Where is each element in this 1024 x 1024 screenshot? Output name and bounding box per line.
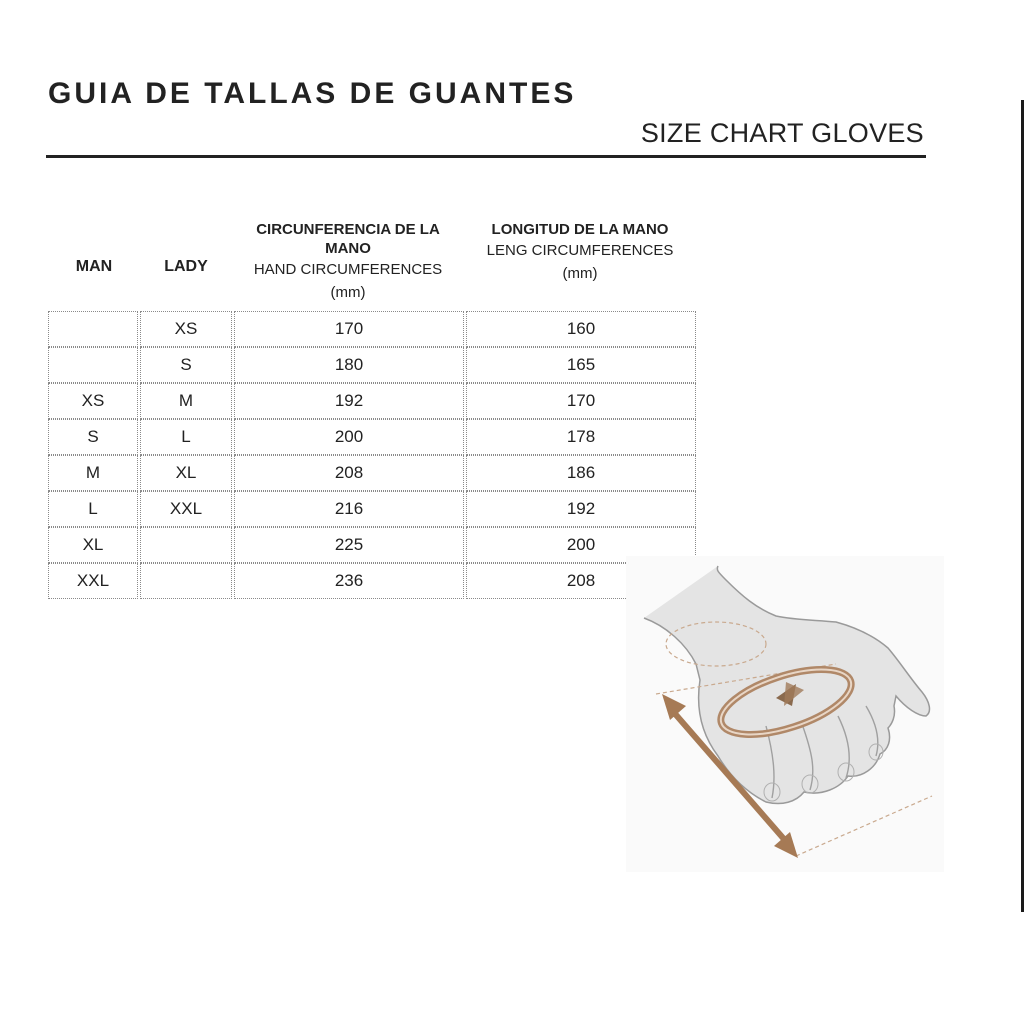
hand-measurement-illustration	[626, 556, 944, 872]
cell-man: L	[48, 491, 138, 527]
cell-circumference: 208	[234, 455, 464, 491]
cell-length: 165	[466, 347, 696, 383]
cell-length: 170	[466, 383, 696, 419]
column-header-lady: LADY	[164, 258, 208, 275]
table-row	[48, 347, 696, 383]
cell-circumference: 225	[234, 527, 464, 563]
cell-circumference: 236	[234, 563, 464, 599]
header-leng-spanish: LONGITUD DE LA MANO	[491, 221, 669, 238]
hand-measurement-icon	[626, 556, 944, 872]
cell-lady	[140, 527, 232, 563]
cell-lady: M	[140, 383, 232, 419]
size-table-body	[48, 311, 696, 599]
bottom-guide-line	[796, 796, 932, 856]
header-leng-english: LENG CIRCUMFERENCES	[486, 242, 674, 259]
table-row	[48, 455, 696, 491]
cell-circumference: 216	[234, 491, 464, 527]
header-divider	[46, 155, 926, 158]
cell-length: 208	[466, 563, 696, 599]
cell-circumference: 180	[234, 347, 464, 383]
cell-length: 160	[466, 311, 696, 347]
cell-circumference: 192	[234, 383, 464, 419]
cell-man: M	[48, 455, 138, 491]
cell-lady: XL	[140, 455, 232, 491]
size-table	[46, 311, 698, 599]
cell-lady: XS	[140, 311, 232, 347]
column-header-hand-length	[466, 220, 694, 285]
cell-lady: S	[140, 347, 232, 383]
column-header-hand-circumference	[234, 220, 462, 304]
cell-man: S	[48, 419, 138, 455]
header-circ-unit: (mm)	[330, 284, 366, 301]
header-circ-spanish: CIRCUNFERENCIA DE LA MANO	[256, 221, 440, 257]
cell-length: 186	[466, 455, 696, 491]
table-row	[48, 419, 696, 455]
cell-circumference: 200	[234, 419, 464, 455]
cell-man	[48, 311, 138, 347]
cell-length: 178	[466, 419, 696, 455]
cell-lady: XXL	[140, 491, 232, 527]
header-circ-english: HAND CIRCUMFERENCES	[253, 261, 443, 278]
table-row	[48, 491, 696, 527]
cell-length: 200	[466, 527, 696, 563]
length-arrow-head-top	[662, 694, 686, 720]
header-leng-unit: (mm)	[562, 265, 598, 282]
table-row	[48, 563, 696, 599]
cell-circumference: 170	[234, 311, 464, 347]
cell-man: XL	[48, 527, 138, 563]
table-row	[48, 311, 696, 347]
table-row	[48, 383, 696, 419]
cell-man: XXL	[48, 563, 138, 599]
cropped-heading: GUIA DE TALLAS DE GUANTES	[48, 77, 577, 110]
cell-length: 192	[466, 491, 696, 527]
page-title: SIZE CHART GLOVES	[640, 118, 924, 148]
cell-man: XS	[48, 383, 138, 419]
column-header-man: MAN	[75, 258, 113, 275]
cell-lady: L	[140, 419, 232, 455]
cell-lady	[140, 563, 232, 599]
cell-man	[48, 347, 138, 383]
table-row	[48, 527, 696, 563]
